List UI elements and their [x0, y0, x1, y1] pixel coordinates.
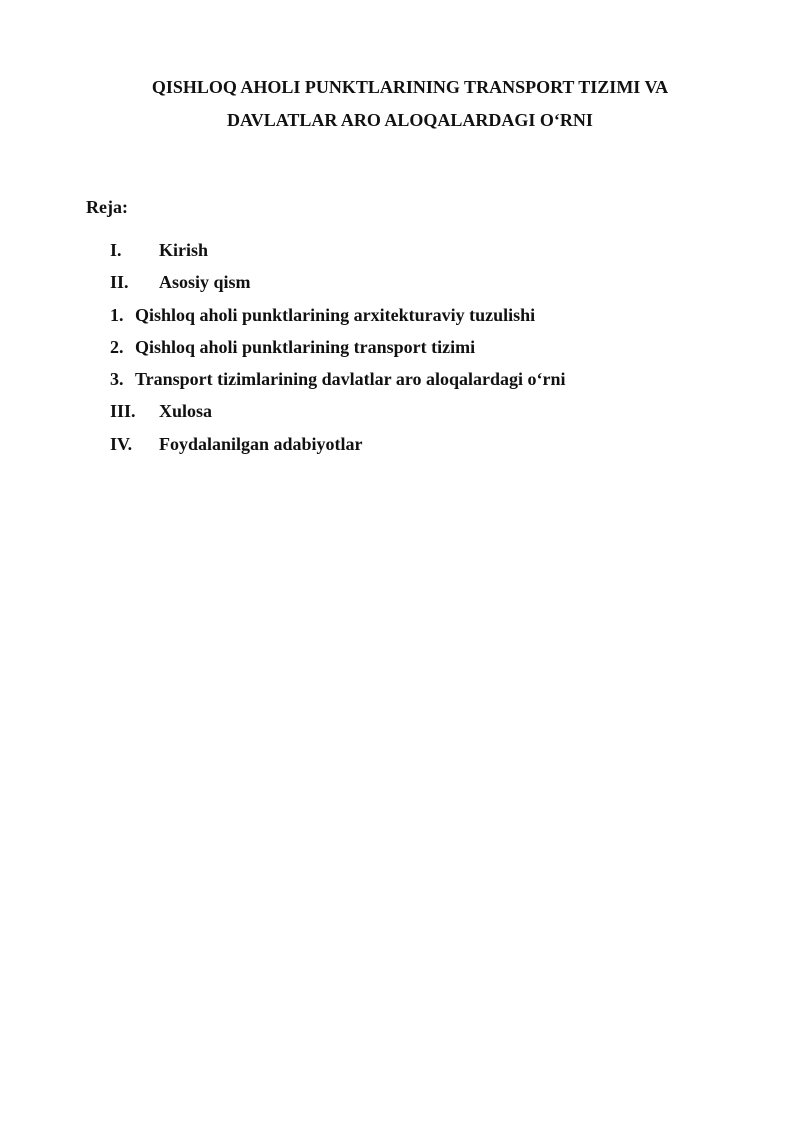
document-title-line-1: QISHLOQ AHOLI PUNKTLARINING TRANSPORT TIZIMI VA [151, 77, 669, 97]
plan-item-text: Xulosa [159, 401, 213, 421]
plan-heading: Reja: [86, 197, 128, 217]
plan-item-text: Foydalanilgan adabiyotlar [159, 434, 363, 454]
plan-item-text: Asosiy qism [159, 272, 251, 292]
plan-item-number: 1. [110, 305, 124, 325]
plan-item-text: Qishloq aholi punktlarining arxitekturaviy tuzulishi [135, 305, 536, 325]
plan-item-text: Kirish [159, 240, 209, 260]
plan-item-number: 2. [110, 337, 124, 357]
plan-item-number: II. [110, 272, 129, 292]
plan-item-number: III. [110, 401, 136, 421]
plan-item-number: 3. [110, 369, 124, 389]
document-title-line-2: DAVLATLAR ARO ALOQALARDAGI O‘RNI [227, 110, 593, 130]
plan-item-number: IV. [110, 434, 133, 454]
plan-item-text: Transport tizimlarining davlatlar aro aloqalardagi o‘rni [135, 369, 566, 389]
plan-item-number: I. [110, 240, 122, 260]
plan-item-text: Qishloq aholi punktlarining transport tizimi [135, 337, 476, 357]
